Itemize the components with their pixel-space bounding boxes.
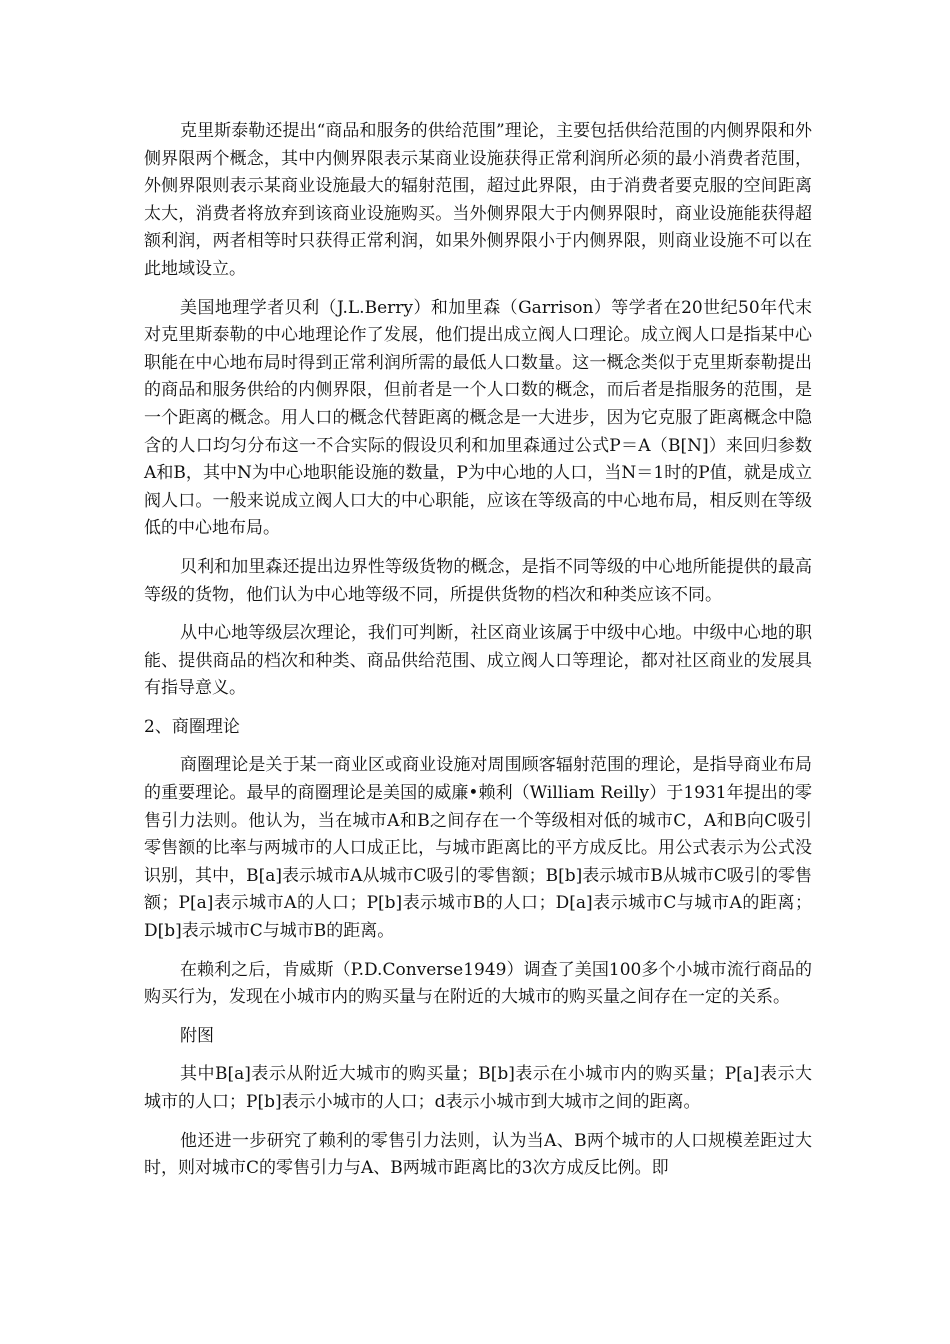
paragraph-threshold-population: 美国地理学者贝利（J.L.Berry）和加里森（Garrison）等学者在20世纪50年代末对克里斯泰勒的中心地理论作了发展，他们提出成立阀人口理论。成立阀人口是指某中心职能在中心地布局时得到正常利润所需的最低人口数量。这一概念类似于克里斯泰勒提出的商品和服务供给的内侧界限，但前者是一个人口数的概念，而后者是指服务的范围，是一个距离的概念。用人口的概念代替距离的概念是一大进步，因为它克服了距离概念中隐含的人口均匀分布这一不合实际的假设贝利和加里森通过公式P＝A（B[N]）来回归参数A和B，其中N为中心地职能设施的数量，P为中心地的人口，当N＝1时的P值，就是成立阀人口。一般来说成立阀人口大的中心职能，应该在等级高的中心地布局，相反则在等级低的中心地布局。 [144,297,812,539]
paragraph-supply-range: 克里斯泰勒还提出“商品和服务的供给范围”理论，主要包括供给范围的内侧界限和外侧界限两个概念，其中内侧界限表示某商业设施获得正常利润所必须的最小消费者范围，外侧界限则表示某商业设施最大的辐射范围，超过此界限，由于消费者要克服的空间距离太大，消费者将放弃到该商业设施购买。当外侧界限大于内侧界限时，商业设施能获得超额利润，两者相等时只获得正常利润，如果外侧界限小于内侧界限，则商业设施不可以在此地域设立。 [144,121,812,279]
paragraph-trade-area-theory: 商圈理论是关于某一商业区或商业设施对周围顾客辐射范围的理论，是指导商业布局的重要理论。最早的商圈理论是美国的威廉•赖利（William Reilly）于1931年提出的零售引力法则。他认为，当在城市A和B之间存在一个等级相对低的城市C，A和B向C吸引零售额的比率与两城市的人口成正比，与城市距离比的平方成反比。用公式表示为公式没识别，其中，B[a]表示城市A从城市C吸引的零售额；B[b]表示城市B从城市C吸引的零售额；P[a]表示城市A的人口；P[b]表示城市B的人口；D[a]表示城市C与城市A的距离；D[b]表示城市C与城市B的距离。 [144,755,812,942]
section-heading-trade-area: 2、商圈理论 [144,716,240,737]
paragraph-marginal-goods: 贝利和加里森还提出边界性等级货物的概念，是指不同等级的中心地所能提供的最高等级的货物，他们认为中心地等级不同，所提供货物的档次和种类应该不同。 [144,556,812,605]
paragraph-converse: 在赖利之后，肯威斯（P.D.Converse1949）调查了美国100多个小城市流行商品的购买行为，发现在小城市内的购买量与在附近的大城市的购买量之间存在一定的关系。 [144,959,812,1008]
paragraph-hierarchy-conclusion: 从中心地等级层次理论，我们可判断，社区商业该属于中级中心地。中级中心地的职能、提供商品的档次和种类、商品供给范围、成立阀人口等理论，都对社区商业的发展具有指导意义。 [144,623,812,699]
document-body [144,118,812,1194]
paragraph-cubic-law: 他还进一步研究了赖利的零售引力法则，认为当A、B两个城市的人口规模差距过大时，则对城市C的零售引力与A、B两城市距离比的3次方成反比例。即 [144,1130,812,1179]
paragraph-variable-definitions: 其中B[a]表示从附近大城市的购买量；B[b]表示在小城市内的购买量；P[a]表示大城市的人口；P[b]表示小城市的人口；d表示小城市到大城市之间的距离。 [144,1064,812,1112]
paragraph-figure-placeholder: 附图 [180,1025,214,1046]
